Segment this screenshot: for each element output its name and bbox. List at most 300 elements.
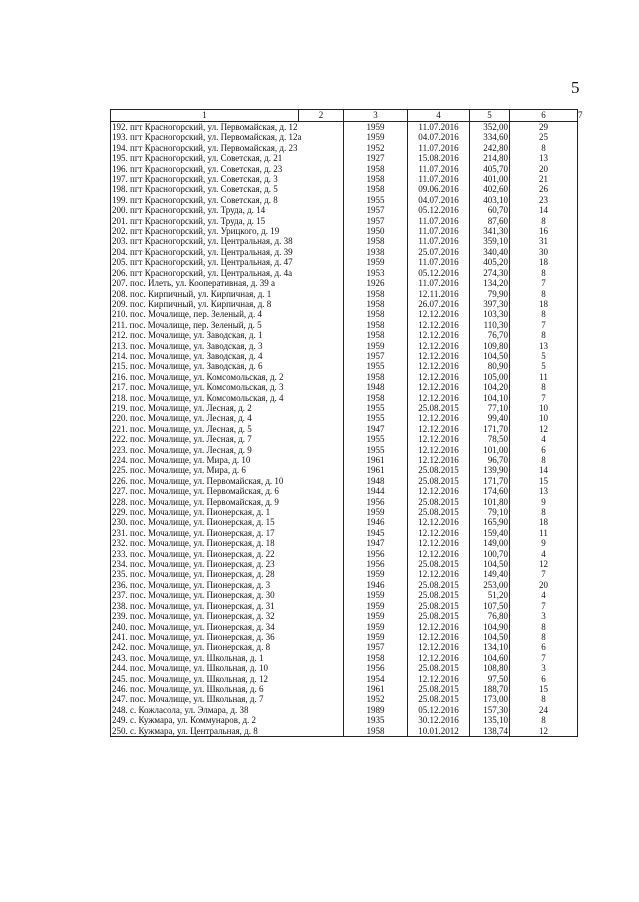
table-row bbox=[111, 299, 578, 309]
table-row bbox=[111, 549, 578, 559]
address-cell: 228. пос. Мочалище, ул. Первомайская, д. 9 bbox=[111, 497, 344, 507]
area-cell: 405,20 bbox=[470, 257, 510, 267]
residents-cell: 21 bbox=[510, 174, 578, 184]
year-built-cell: 1956 bbox=[344, 663, 408, 673]
area-cell: 214,80 bbox=[470, 153, 510, 163]
table-row bbox=[111, 205, 578, 215]
table-row bbox=[111, 507, 578, 517]
year-built-cell: 1950 bbox=[344, 226, 408, 236]
table-row bbox=[111, 580, 578, 590]
table-row bbox=[111, 726, 578, 737]
address-cell: 222. пос. Мочалище, ул. Лесная, д. 7 bbox=[111, 434, 344, 444]
date-cell: 12.12.2016 bbox=[408, 413, 470, 423]
date-cell: 25.08.2015 bbox=[408, 601, 470, 611]
address-cell: 210. пос. Мочалище, пер. Зеленый, д. 4 bbox=[111, 309, 344, 319]
residents-cell: 30 bbox=[510, 247, 578, 257]
address-cell: 208. пос. Кирпичный, ул. Кирпичная, д. 1 bbox=[111, 289, 344, 299]
address-cell: 234. пос. Мочалище, ул. Пионерская, д. 23 bbox=[111, 559, 344, 569]
date-cell: 12.12.2016 bbox=[408, 632, 470, 642]
column-header: 4 bbox=[408, 110, 470, 122]
address-cell: 211. пос. Мочалище, пер. Зеленый, д. 5 bbox=[111, 320, 344, 330]
area-cell: 149,00 bbox=[470, 538, 510, 548]
residents-cell: 31 bbox=[510, 236, 578, 246]
table-row bbox=[111, 569, 578, 579]
address-cell: 209. пос. Кирпичный, ул. Кирпичная, д. 8 bbox=[111, 299, 344, 309]
address-cell: 238. пос. Мочалище, ул. Пионерская, д. 31 bbox=[111, 601, 344, 611]
date-cell: 05.12.2016 bbox=[408, 268, 470, 278]
date-cell: 11.07.2016 bbox=[408, 226, 470, 236]
year-built-cell: 1926 bbox=[344, 278, 408, 288]
area-cell: 159,40 bbox=[470, 528, 510, 538]
table-row bbox=[111, 164, 578, 174]
year-built-cell: 1945 bbox=[344, 528, 408, 538]
residents-cell: 12 bbox=[510, 559, 578, 569]
date-cell: 12.12.2016 bbox=[408, 569, 470, 579]
area-cell: 79,10 bbox=[470, 507, 510, 517]
date-cell: 12.12.2016 bbox=[408, 517, 470, 527]
residents-cell: 5 bbox=[510, 361, 578, 371]
column-header: 5 bbox=[470, 110, 510, 122]
residents-cell: 26 bbox=[510, 184, 578, 194]
table-row bbox=[111, 424, 578, 434]
year-built-cell: 1954 bbox=[344, 674, 408, 684]
address-cell: 231. пос. Мочалище, ул. Пионерская, д. 17 bbox=[111, 528, 344, 538]
date-cell: 05.12.2016 bbox=[408, 205, 470, 215]
date-cell: 12.12.2016 bbox=[408, 361, 470, 371]
residents-cell: 11 bbox=[510, 372, 578, 382]
table-row bbox=[111, 309, 578, 319]
year-built-cell: 1958 bbox=[344, 164, 408, 174]
year-built-cell: 1959 bbox=[344, 122, 408, 133]
year-built-cell: 1961 bbox=[344, 455, 408, 465]
table-row bbox=[111, 226, 578, 236]
address-cell: 221. пос. Мочалище, ул. Лесная, д. 5 bbox=[111, 424, 344, 434]
year-built-cell: 1944 bbox=[344, 486, 408, 496]
date-cell: 12.12.2016 bbox=[408, 434, 470, 444]
address-cell: 192. пгт Красногорский, ул. Первомайская, д. 12 bbox=[111, 122, 344, 133]
table-row bbox=[111, 715, 578, 725]
table-row bbox=[111, 497, 578, 507]
address-cell: 226. пос. Мочалище, ул. Первомайская, д. 10 bbox=[111, 476, 344, 486]
area-cell: 274,30 bbox=[470, 268, 510, 278]
date-cell: 11.07.2016 bbox=[408, 122, 470, 133]
year-built-cell: 1946 bbox=[344, 580, 408, 590]
area-cell: 96,70 bbox=[470, 455, 510, 465]
date-cell: 10.01.2012 bbox=[408, 726, 470, 737]
date-cell: 11.07.2016 bbox=[408, 216, 470, 226]
year-built-cell: 1958 bbox=[344, 320, 408, 330]
address-cell: 229. пос. Мочалище, ул. Пионерская, д. 1 bbox=[111, 507, 344, 517]
table-row bbox=[111, 216, 578, 226]
area-cell: 104,90 bbox=[470, 622, 510, 632]
year-built-cell: 1955 bbox=[344, 413, 408, 423]
residents-cell: 25 bbox=[510, 132, 578, 142]
table-row bbox=[111, 351, 578, 361]
residents-cell: 14 bbox=[510, 465, 578, 475]
residents-cell: 8 bbox=[510, 715, 578, 725]
year-built-cell: 1958 bbox=[344, 393, 408, 403]
date-cell: 12.12.2016 bbox=[408, 309, 470, 319]
table-row bbox=[111, 143, 578, 153]
address-cell: 243. пос. Мочалище, ул. Школьная, д. 1 bbox=[111, 653, 344, 663]
address-cell: 242. пос. Мочалище, ул. Пионерская, д. 8 bbox=[111, 642, 344, 652]
residents-cell: 13 bbox=[510, 486, 578, 496]
date-cell: 11.07.2016 bbox=[408, 278, 470, 288]
year-built-cell: 1955 bbox=[344, 403, 408, 413]
address-cell: 241. пос. Мочалище, ул. Пионерская, д. 36 bbox=[111, 632, 344, 642]
area-cell: 242,80 bbox=[470, 143, 510, 153]
year-built-cell: 1958 bbox=[344, 236, 408, 246]
address-cell: 218. пос. Мочалище, ул. Комсомольская, д. 4 bbox=[111, 393, 344, 403]
date-cell: 30.12.2016 bbox=[408, 715, 470, 725]
residents-cell: 6 bbox=[510, 445, 578, 455]
date-cell: 12.12.2016 bbox=[408, 642, 470, 652]
date-cell: 12.12.2016 bbox=[408, 320, 470, 330]
address-cell: 244. пос. Мочалище, ул. Школьная, д. 10 bbox=[111, 663, 344, 673]
table-row bbox=[111, 434, 578, 444]
year-built-cell: 1955 bbox=[344, 195, 408, 205]
address-cell: 193. пгт Красногорский, ул. Первомайская, д. 12а bbox=[111, 132, 344, 142]
date-cell: 12.12.2016 bbox=[408, 486, 470, 496]
area-cell: 157,30 bbox=[470, 705, 510, 715]
date-cell: 25.08.2015 bbox=[408, 684, 470, 694]
address-cell: 195. пгт Красногорский, ул. Советская, д. 21 bbox=[111, 153, 344, 163]
table-row bbox=[111, 413, 578, 423]
area-cell: 77,10 bbox=[470, 403, 510, 413]
date-cell: 25.08.2015 bbox=[408, 403, 470, 413]
date-cell: 12.12.2016 bbox=[408, 549, 470, 559]
address-cell: 197. пгт Красногорский, ул. Советская, д. 3 bbox=[111, 174, 344, 184]
address-cell: 212. пос. Мочалище, ул. Заводская, д. 1 bbox=[111, 330, 344, 340]
area-cell: 359,10 bbox=[470, 236, 510, 246]
area-cell: 99,40 bbox=[470, 413, 510, 423]
date-cell: 25.08.2015 bbox=[408, 590, 470, 600]
area-cell: 134,20 bbox=[470, 278, 510, 288]
residents-cell: 10 bbox=[510, 413, 578, 423]
year-built-cell: 1959 bbox=[344, 632, 408, 642]
area-cell: 104,60 bbox=[470, 653, 510, 663]
year-built-cell: 1989 bbox=[344, 705, 408, 715]
year-built-cell: 1953 bbox=[344, 268, 408, 278]
table-row bbox=[111, 632, 578, 642]
address-cell: 206. пгт Красногорский, ул. Центральная, д. 4а bbox=[111, 268, 344, 278]
residents-cell: 18 bbox=[510, 257, 578, 267]
address-cell: 248. с. Кожласола, ул. Элмара, д. 38 bbox=[111, 705, 344, 715]
table-row bbox=[111, 611, 578, 621]
residents-cell: 16 bbox=[510, 226, 578, 236]
address-cell: 232. пос. Мочалище, ул. Пионерская, д. 18 bbox=[111, 538, 344, 548]
address-cell: 227. пос. Мочалище, ул. Первомайская, д. 6 bbox=[111, 486, 344, 496]
table-row bbox=[111, 393, 578, 403]
date-cell: 12.12.2016 bbox=[408, 538, 470, 548]
table-row bbox=[111, 642, 578, 652]
year-built-cell: 1947 bbox=[344, 538, 408, 548]
year-built-cell: 1957 bbox=[344, 205, 408, 215]
residents-cell: 4 bbox=[510, 434, 578, 444]
year-built-cell: 1959 bbox=[344, 507, 408, 517]
address-cell: 224. пос. Мочалище, ул. Мира, д. 10 bbox=[111, 455, 344, 465]
residents-cell: 13 bbox=[510, 153, 578, 163]
address-cell: 213. пос. Мочалище, ул. Заводская, д. 3 bbox=[111, 341, 344, 351]
area-cell: 253,00 bbox=[470, 580, 510, 590]
year-built-cell: 1959 bbox=[344, 622, 408, 632]
area-cell: 104,50 bbox=[470, 559, 510, 569]
date-cell: 12.11.2016 bbox=[408, 289, 470, 299]
table-row bbox=[111, 361, 578, 371]
address-cell: 245. пос. Мочалище, ул. Школьная, д. 12 bbox=[111, 674, 344, 684]
area-cell: 60,70 bbox=[470, 205, 510, 215]
table-row bbox=[111, 268, 578, 278]
year-built-cell: 1948 bbox=[344, 382, 408, 392]
residents-cell: 8 bbox=[510, 268, 578, 278]
table-row bbox=[111, 174, 578, 184]
date-cell: 12.12.2016 bbox=[408, 528, 470, 538]
area-cell: 101,00 bbox=[470, 445, 510, 455]
table-row bbox=[111, 122, 578, 133]
residents-cell: 8 bbox=[510, 632, 578, 642]
residents-cell: 29 bbox=[510, 122, 578, 133]
table-row bbox=[111, 236, 578, 246]
date-cell: 04.07.2016 bbox=[408, 195, 470, 205]
date-cell: 05.12.2016 bbox=[408, 705, 470, 715]
area-cell: 135,10 bbox=[470, 715, 510, 725]
year-built-cell: 1959 bbox=[344, 601, 408, 611]
date-cell: 12.12.2016 bbox=[408, 382, 470, 392]
residents-cell: 13 bbox=[510, 341, 578, 351]
address-cell: 204. пгт Красногорский, ул. Центральная, д. 39 bbox=[111, 247, 344, 257]
table-row bbox=[111, 590, 578, 600]
column-number-row: 1 2 3 4 5 6 7 bbox=[111, 110, 578, 122]
date-cell: 25.08.2015 bbox=[408, 580, 470, 590]
table-row bbox=[111, 341, 578, 351]
area-cell: 171,70 bbox=[470, 476, 510, 486]
residents-cell: 7 bbox=[510, 278, 578, 288]
residents-cell: 15 bbox=[510, 684, 578, 694]
address-cell: 201. пгт Красногорский, ул. Труда, д. 15 bbox=[111, 216, 344, 226]
residents-cell: 8 bbox=[510, 382, 578, 392]
year-built-cell: 1959 bbox=[344, 569, 408, 579]
table-row bbox=[111, 278, 578, 288]
area-cell: 402,60 bbox=[470, 184, 510, 194]
year-built-cell: 1959 bbox=[344, 132, 408, 142]
date-cell: 12.12.2016 bbox=[408, 351, 470, 361]
area-cell: 76,70 bbox=[470, 330, 510, 340]
date-cell: 12.12.2016 bbox=[408, 393, 470, 403]
table-row bbox=[111, 684, 578, 694]
residents-cell: 7 bbox=[510, 569, 578, 579]
date-cell: 12.12.2016 bbox=[408, 372, 470, 382]
area-cell: 149,40 bbox=[470, 569, 510, 579]
area-cell: 134,10 bbox=[470, 642, 510, 652]
table-row bbox=[111, 465, 578, 475]
address-cell: 216. пос. Мочалище, ул. Комсомольская, д. 2 bbox=[111, 372, 344, 382]
date-cell: 09.06.2016 bbox=[408, 184, 470, 194]
area-cell: 51,20 bbox=[470, 590, 510, 600]
year-built-cell: 1959 bbox=[344, 590, 408, 600]
residents-cell: 8 bbox=[510, 143, 578, 153]
date-cell: 12.12.2016 bbox=[408, 341, 470, 351]
residents-cell: 4 bbox=[510, 549, 578, 559]
address-cell: 225. пос. Мочалище, ул. Мира, д. 6 bbox=[111, 465, 344, 475]
year-built-cell: 1958 bbox=[344, 330, 408, 340]
date-cell: 12.12.2016 bbox=[408, 653, 470, 663]
table-row bbox=[111, 320, 578, 330]
table-row bbox=[111, 653, 578, 663]
year-built-cell: 1956 bbox=[344, 549, 408, 559]
residents-cell: 20 bbox=[510, 164, 578, 174]
address-cell: 219. пос. Мочалище, ул. Лесная, д. 2 bbox=[111, 403, 344, 413]
table-row bbox=[111, 382, 578, 392]
area-cell: 352,00 bbox=[470, 122, 510, 133]
address-cell: 205. пгт Красногорский, ул. Центральная, д. 47 bbox=[111, 257, 344, 267]
date-cell: 12.12.2016 bbox=[408, 445, 470, 455]
date-cell: 04.07.2016 bbox=[408, 132, 470, 142]
residents-cell: 7 bbox=[510, 653, 578, 663]
table-row bbox=[111, 247, 578, 257]
area-cell: 403,10 bbox=[470, 195, 510, 205]
residents-cell: 6 bbox=[510, 642, 578, 652]
residents-cell: 20 bbox=[510, 580, 578, 590]
area-cell: 79,90 bbox=[470, 289, 510, 299]
address-cell: 202. пгт Красногорский, ул. Урицкого, д. 19 bbox=[111, 226, 344, 236]
residents-cell: 11 bbox=[510, 528, 578, 538]
residents-cell: 24 bbox=[510, 705, 578, 715]
residents-cell: 14 bbox=[510, 205, 578, 215]
date-cell: 12.12.2016 bbox=[408, 622, 470, 632]
year-built-cell: 1961 bbox=[344, 684, 408, 694]
area-cell: 108,80 bbox=[470, 663, 510, 673]
residents-cell: 15 bbox=[510, 476, 578, 486]
address-cell: 199. пгт Красногорский, ул. Советская, д. 8 bbox=[111, 195, 344, 205]
residents-cell: 12 bbox=[510, 726, 578, 737]
year-built-cell: 1958 bbox=[344, 289, 408, 299]
date-cell: 12.12.2016 bbox=[408, 674, 470, 684]
table-body bbox=[111, 122, 578, 737]
area-cell: 340,40 bbox=[470, 247, 510, 257]
address-cell: 249. с. Кужмара, ул. Коммунаров, д. 2 bbox=[111, 715, 344, 725]
date-cell: 25.08.2015 bbox=[408, 476, 470, 486]
year-built-cell: 1955 bbox=[344, 434, 408, 444]
address-cell: 235. пос. Мочалище, ул. Пионерская, д. 28 bbox=[111, 569, 344, 579]
table-row bbox=[111, 601, 578, 611]
residents-cell: 8 bbox=[510, 455, 578, 465]
address-cell: 203. пгт Красногорский, ул. Центральная, д. 38 bbox=[111, 236, 344, 246]
residents-cell: 3 bbox=[510, 663, 578, 673]
date-cell: 25.08.2015 bbox=[408, 465, 470, 475]
table-row bbox=[111, 132, 578, 142]
year-built-cell: 1956 bbox=[344, 559, 408, 569]
area-cell: 109,80 bbox=[470, 341, 510, 351]
area-cell: 110,30 bbox=[470, 320, 510, 330]
residents-cell: 8 bbox=[510, 507, 578, 517]
residents-cell: 8 bbox=[510, 216, 578, 226]
year-built-cell: 1938 bbox=[344, 247, 408, 257]
table-row bbox=[111, 705, 578, 715]
area-cell: 341,30 bbox=[470, 226, 510, 236]
area-cell: 173,00 bbox=[470, 694, 510, 704]
area-cell: 188,70 bbox=[470, 684, 510, 694]
area-cell: 405,70 bbox=[470, 164, 510, 174]
table-row bbox=[111, 663, 578, 673]
residents-cell: 23 bbox=[510, 195, 578, 205]
residents-cell: 18 bbox=[510, 517, 578, 527]
address-cell: 200. пгт Красногорский, ул. Труда, д. 14 bbox=[111, 205, 344, 215]
residents-cell: 12 bbox=[510, 424, 578, 434]
area-cell: 104,20 bbox=[470, 382, 510, 392]
residents-cell: 8 bbox=[510, 309, 578, 319]
year-built-cell: 1959 bbox=[344, 611, 408, 621]
address-cell: 217. пос. Мочалище, ул. Комсомольская, д. 3 bbox=[111, 382, 344, 392]
address-cell: 240. пос. Мочалище, ул. Пионерская, д. 34 bbox=[111, 622, 344, 632]
year-built-cell: 1958 bbox=[344, 299, 408, 309]
column-header: 1 bbox=[111, 110, 299, 122]
date-cell: 25.08.2015 bbox=[408, 559, 470, 569]
address-cell: 207. пос. Илеть, ул. Кооперативная, д. 39 а bbox=[111, 278, 344, 288]
residents-cell: 4 bbox=[510, 590, 578, 600]
table-row bbox=[111, 403, 578, 413]
date-cell: 12.12.2016 bbox=[408, 424, 470, 434]
table-row bbox=[111, 257, 578, 267]
residents-cell: 8 bbox=[510, 330, 578, 340]
address-cell: 239. пос. Мочалище, ул. Пионерская, д. 32 bbox=[111, 611, 344, 621]
date-cell: 11.07.2016 bbox=[408, 164, 470, 174]
residents-cell: 7 bbox=[510, 393, 578, 403]
year-built-cell: 1958 bbox=[344, 184, 408, 194]
address-cell: 246. пос. Мочалище, ул. Школьная, д. 6 bbox=[111, 684, 344, 694]
date-cell: 25.08.2015 bbox=[408, 663, 470, 673]
year-built-cell: 1956 bbox=[344, 497, 408, 507]
address-cell: 198. пгт Красногорский, ул. Советская, д. 5 bbox=[111, 184, 344, 194]
table-row bbox=[111, 372, 578, 382]
date-cell: 11.07.2016 bbox=[408, 143, 470, 153]
table-row bbox=[111, 195, 578, 205]
housing-register-table bbox=[110, 109, 583, 737]
area-cell: 401,00 bbox=[470, 174, 510, 184]
residents-cell: 9 bbox=[510, 497, 578, 507]
year-built-cell: 1958 bbox=[344, 372, 408, 382]
table-row bbox=[111, 153, 578, 163]
area-cell: 87,60 bbox=[470, 216, 510, 226]
table-row bbox=[111, 622, 578, 632]
year-built-cell: 1959 bbox=[344, 257, 408, 267]
residents-cell: 8 bbox=[510, 694, 578, 704]
area-cell: 76,80 bbox=[470, 611, 510, 621]
year-built-cell: 1952 bbox=[344, 143, 408, 153]
area-cell: 101,80 bbox=[470, 497, 510, 507]
column-header: 2 bbox=[299, 110, 344, 122]
area-cell: 107,50 bbox=[470, 601, 510, 611]
table-row bbox=[111, 674, 578, 684]
area-cell: 100,70 bbox=[470, 549, 510, 559]
table-row bbox=[111, 289, 578, 299]
address-cell: 196. пгт Красногорский, ул. Советская, д. 23 bbox=[111, 164, 344, 174]
area-cell: 105,00 bbox=[470, 372, 510, 382]
year-built-cell: 1935 bbox=[344, 715, 408, 725]
year-built-cell: 1955 bbox=[344, 445, 408, 455]
date-cell: 11.07.2016 bbox=[408, 236, 470, 246]
address-cell: 220. пос. Мочалище, ул. Лесная, д. 4 bbox=[111, 413, 344, 423]
page-number: 5 bbox=[571, 78, 580, 97]
area-cell: 174,60 bbox=[470, 486, 510, 496]
year-built-cell: 1958 bbox=[344, 309, 408, 319]
table-row bbox=[111, 538, 578, 548]
year-built-cell: 1955 bbox=[344, 361, 408, 371]
year-built-cell: 1959 bbox=[344, 341, 408, 351]
column-header: 6 bbox=[510, 110, 578, 122]
year-built-cell: 1946 bbox=[344, 517, 408, 527]
area-cell: 104,50 bbox=[470, 632, 510, 642]
date-cell: 26.07.2016 bbox=[408, 299, 470, 309]
